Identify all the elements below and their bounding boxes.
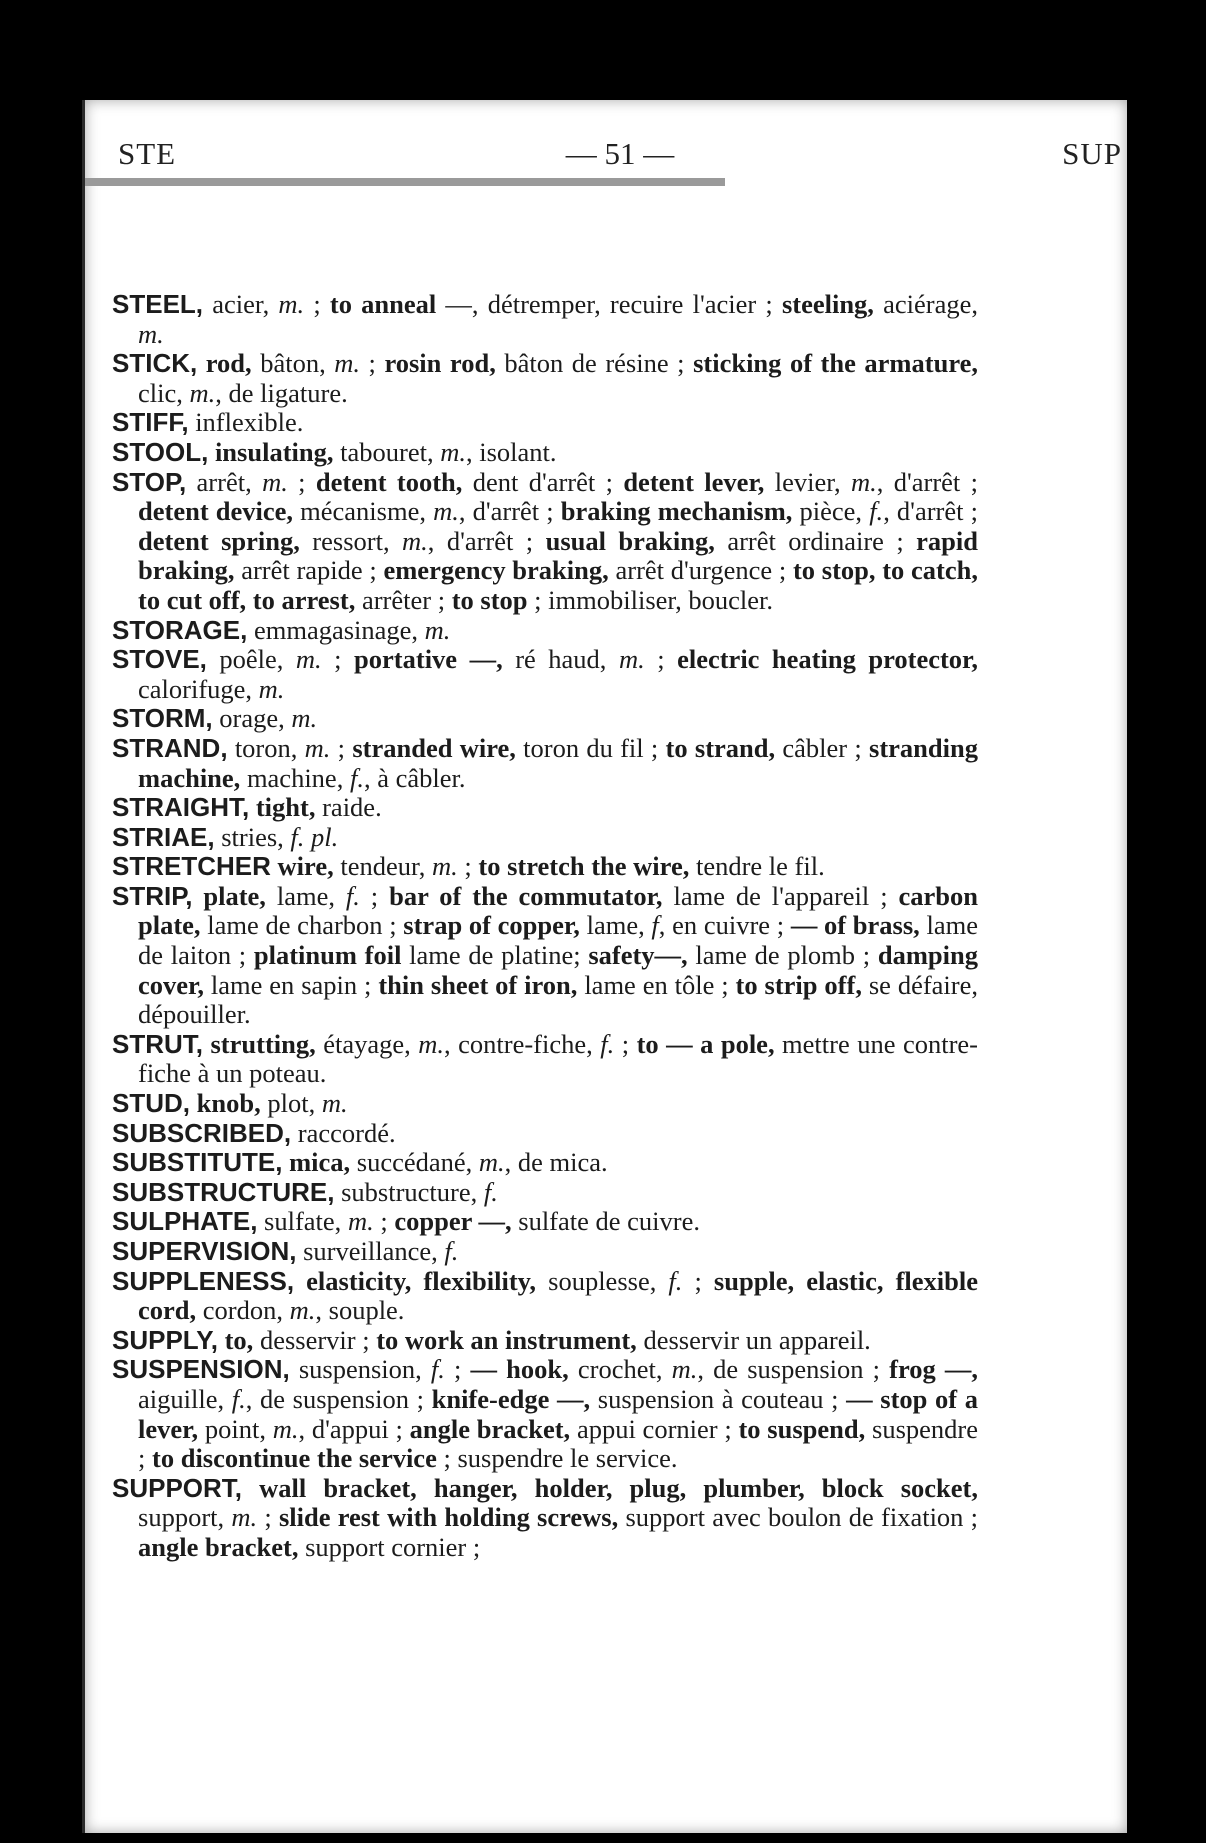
- entry-gender-mark: f.: [430, 1354, 445, 1385]
- entry-headword: STOVE,: [112, 644, 207, 675]
- entry-text: ressort,: [299, 525, 402, 556]
- entry-text: lame,: [265, 880, 346, 911]
- entry-text: desservir un appareil.: [636, 1324, 871, 1355]
- dictionary-entry: [112, 408, 978, 438]
- entry-gender-mark: m.: [304, 732, 331, 763]
- dictionary-entries: [112, 290, 978, 1563]
- entry-term-bold: knob,: [190, 1088, 261, 1119]
- entry-text: sulfate de cuivre.: [511, 1206, 700, 1237]
- dictionary-entry: [112, 1474, 978, 1563]
- entry-text: orage,: [212, 703, 292, 734]
- entry-gender-mark: f.: [668, 1265, 683, 1296]
- entry-text: tabouret,: [333, 436, 441, 467]
- entry-term-bold: stranded wire,: [352, 732, 516, 763]
- entry-text: ;: [257, 1502, 279, 1533]
- entry-text: poêle,: [206, 644, 296, 675]
- entry-text: acier,: [203, 289, 279, 319]
- entry-term-bold: angle bracket,: [138, 1531, 299, 1562]
- entry-text: plot,: [260, 1088, 322, 1119]
- entry-text: lame en tôle ;: [577, 969, 736, 1000]
- entry-text: , en cuivre ;: [658, 910, 791, 941]
- header-guide-word-left: STE: [118, 136, 177, 171]
- entry-text: ;: [287, 466, 316, 497]
- entry-text: , de suspension ;: [697, 1354, 890, 1385]
- entry-term-bold: strutting,: [203, 1028, 316, 1059]
- entry-text: —, détremper, recuire l'acier ;: [436, 289, 782, 319]
- entry-text: , à câbler.: [363, 762, 466, 793]
- entry-text: dent d'arrêt ;: [462, 466, 624, 497]
- dictionary-entry: [112, 852, 978, 882]
- entry-text: suspendre ;: [138, 1413, 978, 1474]
- entry-text: arrêt,: [186, 466, 263, 497]
- entry-term-bold: detent device,: [138, 496, 294, 527]
- entry-gender-mark: m.: [321, 1088, 348, 1119]
- entry-text: appui cornier ;: [570, 1413, 739, 1444]
- entry-text: clic,: [138, 377, 190, 408]
- dictionary-entry: [112, 823, 978, 853]
- entry-text: inflexible.: [188, 407, 304, 438]
- entry-gender-mark: m.: [478, 1147, 505, 1178]
- entry-gender-mark: m.: [431, 851, 458, 882]
- entry-text: raide.: [315, 792, 382, 823]
- entry-text: support,: [138, 1502, 232, 1533]
- entry-text: ;: [444, 1354, 471, 1385]
- entry-text: ré haud,: [502, 644, 619, 675]
- entry-gender-mark: f.: [345, 880, 360, 911]
- entry-text: toron,: [227, 732, 305, 763]
- entry-term-bold: — stop of a lever,: [138, 1383, 978, 1444]
- entry-gender-mark: m.: [262, 466, 288, 497]
- entry-gender-mark: m.: [347, 1206, 374, 1237]
- entry-term-bold: portative —,: [354, 644, 503, 675]
- entry-text: emmagasinage,: [247, 614, 425, 645]
- entry-term-bold: detent lever,: [623, 466, 765, 497]
- dictionary-entry: [112, 793, 978, 823]
- entry-term-bold: copper —,: [394, 1206, 512, 1237]
- entry-text: suspension,: [289, 1354, 431, 1385]
- entry-text: ; immobiliser, boucler.: [527, 584, 774, 615]
- entry-term-bold: detent spring,: [138, 525, 300, 556]
- entry-term-bold: angle bracket,: [409, 1413, 571, 1444]
- entry-term-bold: to strip off,: [735, 969, 862, 1000]
- entry-text: , de mica.: [504, 1147, 608, 1178]
- entry-gender-mark: f: [651, 910, 659, 941]
- entry-text: bâton de résine ;: [495, 348, 694, 379]
- entry-gender-mark: m.: [850, 466, 877, 497]
- entry-term-bold: knife-edge —,: [431, 1383, 591, 1414]
- entry-text: lame de plomb ;: [687, 940, 878, 971]
- entry-text: ;: [457, 851, 479, 882]
- entry-text: étayage,: [315, 1028, 419, 1059]
- entry-term-bold: strap of copper,: [403, 910, 580, 941]
- entry-text: , contre-fiche,: [444, 1028, 601, 1059]
- entry-term-bold: to stop, to catch, to cut off, to arrest,: [138, 555, 978, 615]
- entry-gender-mark: m.: [671, 1354, 698, 1385]
- entry-text: , de suspension ;: [245, 1383, 432, 1414]
- running-header: [118, 136, 1122, 176]
- entry-text: lame de laiton ;: [138, 910, 978, 971]
- header-guide-word-right: SUP: [1062, 136, 1122, 171]
- entry-gender-mark: m.: [189, 377, 216, 408]
- entry-term-bold: slide rest with holding screws,: [278, 1502, 619, 1533]
- entry-text: souplesse,: [536, 1265, 669, 1296]
- dictionary-entry: [112, 704, 978, 734]
- entry-term-bold: steeling,: [781, 289, 874, 319]
- entry-term-bold: rapid braking,: [138, 525, 978, 586]
- entry-headword: STRAND,: [112, 732, 228, 763]
- entry-text: ; suspendre le service.: [436, 1443, 678, 1474]
- entry-text: bâton,: [251, 348, 335, 379]
- entry-text: , d'arrêt ;: [427, 525, 546, 556]
- entry-headword: STIFF,: [112, 407, 189, 438]
- dictionary-entry: [112, 645, 978, 704]
- entry-gender-mark: m.: [272, 1413, 299, 1444]
- entry-text: , d'arrêt ;: [458, 496, 561, 527]
- entry-text: , souple.: [315, 1295, 405, 1326]
- entry-text: ;: [644, 644, 678, 675]
- entry-headword: STRUT,: [112, 1028, 203, 1059]
- entry-headword: SUPPORT,: [112, 1472, 243, 1503]
- entry-text: machine,: [240, 762, 350, 793]
- entry-gender-mark: m.: [295, 644, 322, 675]
- entry-term-bold: usual braking,: [545, 525, 715, 556]
- entry-text: arrêter ;: [355, 584, 452, 615]
- entry-gender-mark: m.: [440, 436, 466, 467]
- entry-term-bold: platinum foil: [253, 940, 402, 971]
- entry-headword: STRIP,: [112, 880, 193, 911]
- entry-term-bold: plate,: [192, 880, 266, 911]
- dictionary-entry: [112, 734, 978, 793]
- entry-gender-mark: m.: [424, 614, 451, 645]
- entry-text: aciérage,: [873, 289, 978, 319]
- entry-term-bold: braking mechanism,: [560, 496, 793, 527]
- entry-text: lame de platine;: [401, 940, 589, 971]
- entry-text: mettre une contre-fiche à un poteau.: [138, 1028, 979, 1089]
- entry-headword: STRETCHER: [112, 851, 271, 882]
- entry-text: , d'arrêt ;: [883, 496, 978, 527]
- entry-term-bold: wall bracket, hanger, holder, plug, plumber, block socket,: [242, 1472, 978, 1503]
- entry-headword: STOP,: [112, 466, 187, 497]
- entry-headword: STORAGE,: [112, 614, 248, 645]
- entry-text: ;: [330, 732, 353, 763]
- entry-text: substructure,: [334, 1176, 484, 1207]
- entry-headword: SUBSTRUCTURE,: [112, 1176, 335, 1207]
- entry-gender-mark: f.: [483, 1176, 498, 1207]
- entry-text: lame en sapin ;: [203, 969, 379, 1000]
- entry-text: lame de l'appareil ;: [662, 880, 899, 911]
- dictionary-entry: [112, 1207, 978, 1237]
- entry-text: arrêt ordinaire ;: [714, 525, 917, 556]
- entry-term-bold: to,: [217, 1324, 254, 1355]
- entry-term-bold: electric heating protector,: [677, 644, 979, 675]
- entry-term-bold: to stop: [451, 584, 528, 615]
- entry-headword: SUBSTITUTE,: [112, 1147, 283, 1178]
- entry-text: succédané,: [350, 1147, 479, 1178]
- dictionary-entry: [112, 616, 978, 646]
- entry-text: aiguille,: [138, 1383, 232, 1414]
- entry-text: , d'appui ;: [298, 1413, 410, 1444]
- dictionary-entry: [112, 290, 978, 349]
- entry-term-bold: mica,: [282, 1147, 351, 1178]
- entry-headword: SUPPLENESS,: [112, 1265, 295, 1296]
- dictionary-entry: [112, 882, 978, 1030]
- entry-gender-mark: f.: [231, 1383, 246, 1414]
- entry-text: cordon,: [196, 1295, 290, 1326]
- entry-gender-mark: m.: [402, 525, 428, 556]
- entry-text: mécanisme,: [293, 496, 434, 527]
- entry-text: arrêt d'urgence ;: [608, 555, 793, 586]
- entry-gender-mark: m.: [258, 673, 285, 704]
- entry-gender-mark: m.: [291, 703, 318, 734]
- entry-text: arrêt rapide ;: [234, 555, 384, 586]
- dictionary-entry: [112, 349, 978, 408]
- entry-gender-mark: m.: [138, 318, 164, 349]
- entry-text: , de ligature.: [215, 377, 348, 408]
- entry-term-bold: to anneal: [329, 289, 437, 319]
- entry-text: tendre le fil.: [689, 851, 825, 882]
- page-number: — 51 —: [565, 136, 675, 171]
- entry-term-bold: insulating,: [208, 436, 334, 467]
- entry-gender-mark: f.: [349, 762, 364, 793]
- page-edge-shadow: [85, 178, 725, 186]
- dictionary-entry: [112, 1178, 978, 1208]
- entry-headword: SUPPLY,: [112, 1324, 218, 1355]
- entry-term-bold: carbon plate,: [138, 880, 978, 941]
- entry-text: desservir ;: [253, 1324, 377, 1355]
- dictionary-entry: [112, 1267, 978, 1326]
- dictionary-entry: [112, 438, 978, 468]
- entry-gender-mark: f. pl.: [290, 821, 339, 852]
- dictionary-entry: [112, 468, 978, 616]
- entry-gender-mark: m.: [278, 289, 305, 319]
- entry-gender-mark: m.: [334, 348, 361, 379]
- entry-text: toron du fil ;: [515, 732, 666, 763]
- entry-gender-mark: f.: [869, 496, 884, 527]
- entry-text: surveillance,: [296, 1236, 445, 1266]
- entry-term-bold: to work an instrument,: [376, 1324, 637, 1355]
- entry-text: câbler ;: [775, 732, 870, 763]
- entry-term-bold: supple, elastic, flexible cord,: [138, 1265, 978, 1326]
- entry-gender-mark: f.: [600, 1028, 615, 1059]
- dictionary-entry: [112, 1237, 978, 1267]
- entry-term-bold: safety—,: [588, 940, 688, 971]
- entry-text: ;: [682, 1265, 714, 1296]
- entry-term-bold: detent tooth,: [315, 466, 463, 497]
- entry-headword: SULPHATE,: [112, 1206, 258, 1237]
- entry-headword: STEEL,: [112, 289, 204, 319]
- entry-term-bold: thin sheet of iron,: [378, 969, 578, 1000]
- entry-text: ;: [359, 880, 390, 911]
- entry-term-bold: rosin rod,: [384, 348, 496, 379]
- dictionary-entry: [112, 1119, 978, 1149]
- entry-text: point,: [198, 1413, 273, 1444]
- entry-text: ;: [321, 644, 355, 675]
- entry-gender-mark: m.: [231, 1502, 258, 1533]
- entry-headword: STORM,: [112, 703, 213, 734]
- entry-text: , d'arrêt ;: [876, 466, 978, 497]
- entry-term-bold: to discontinue the service: [152, 1443, 437, 1474]
- entry-text: ;: [373, 1206, 395, 1237]
- entry-headword: SUSPENSION,: [112, 1354, 290, 1385]
- entry-text: calorifuge,: [138, 673, 259, 704]
- entry-term-bold: stranding machine,: [138, 732, 978, 793]
- entry-headword: STRIAE,: [112, 821, 215, 852]
- entry-term-bold: — hook,: [470, 1354, 569, 1385]
- entry-gender-mark: m.: [618, 644, 645, 675]
- entry-gender-mark: f.: [444, 1236, 459, 1266]
- entry-text: lame,: [579, 910, 652, 941]
- entry-term-bold: tight,: [249, 792, 316, 823]
- entry-term-bold: bar of the commutator,: [389, 880, 663, 911]
- entry-term-bold: wire,: [270, 851, 334, 882]
- entry-text: sulfate,: [257, 1206, 348, 1237]
- dictionary-entry: [112, 1355, 978, 1473]
- entry-headword: STRAIGHT,: [112, 792, 250, 823]
- entry-term-bold: to — a pole,: [636, 1028, 775, 1059]
- entry-headword: SUPERVISION,: [112, 1236, 297, 1266]
- entry-headword: SUBSCRIBED,: [112, 1117, 292, 1148]
- entry-text: raccordé.: [291, 1117, 396, 1148]
- entry-term-bold: to stretch the wire,: [478, 851, 690, 882]
- entry-headword: STOOL,: [112, 436, 209, 467]
- dictionary-entry: [112, 1030, 978, 1089]
- entry-text: pièce,: [792, 496, 870, 527]
- entry-text: suspension à couteau ;: [590, 1383, 847, 1414]
- entry-text: crochet,: [568, 1354, 672, 1385]
- entry-term-bold: to strand,: [665, 732, 776, 763]
- dictionary-entry: [112, 1089, 978, 1119]
- entry-text: support avec boulon de fixation ;: [618, 1502, 979, 1533]
- entry-term-bold: emergency braking,: [383, 555, 609, 586]
- entry-text: support cornier ;: [298, 1531, 481, 1562]
- entry-text: tendeur,: [333, 851, 432, 882]
- entry-term-bold: to suspend,: [738, 1413, 866, 1444]
- entry-term-bold: elasticity, flexibility,: [294, 1265, 537, 1296]
- entry-gender-mark: m.: [433, 496, 459, 527]
- entry-term-bold: damping cover,: [138, 940, 978, 1000]
- dictionary-entry: [112, 1326, 978, 1356]
- entry-term-bold: rod,: [197, 348, 252, 379]
- entry-text: ;: [614, 1028, 637, 1059]
- entry-term-bold: sticking of the armature,: [693, 348, 978, 379]
- entry-term-bold: — of brass,: [790, 910, 920, 941]
- entry-text: ;: [304, 289, 330, 319]
- entry-headword: STUD,: [112, 1088, 190, 1119]
- entry-text: levier,: [764, 466, 851, 497]
- entry-term-bold: frog —,: [889, 1354, 979, 1385]
- entry-text: stries,: [214, 821, 291, 852]
- entry-text: , isolant.: [465, 436, 557, 467]
- entry-text: lame de charbon ;: [200, 910, 404, 941]
- dictionary-entry: [112, 1148, 978, 1178]
- entry-headword: STICK,: [112, 348, 198, 379]
- entry-gender-mark: m.: [289, 1295, 316, 1326]
- entry-text: ;: [360, 348, 385, 379]
- entry-text: se défaire, dépouiller.: [138, 969, 979, 1030]
- entry-gender-mark: m.: [418, 1028, 445, 1059]
